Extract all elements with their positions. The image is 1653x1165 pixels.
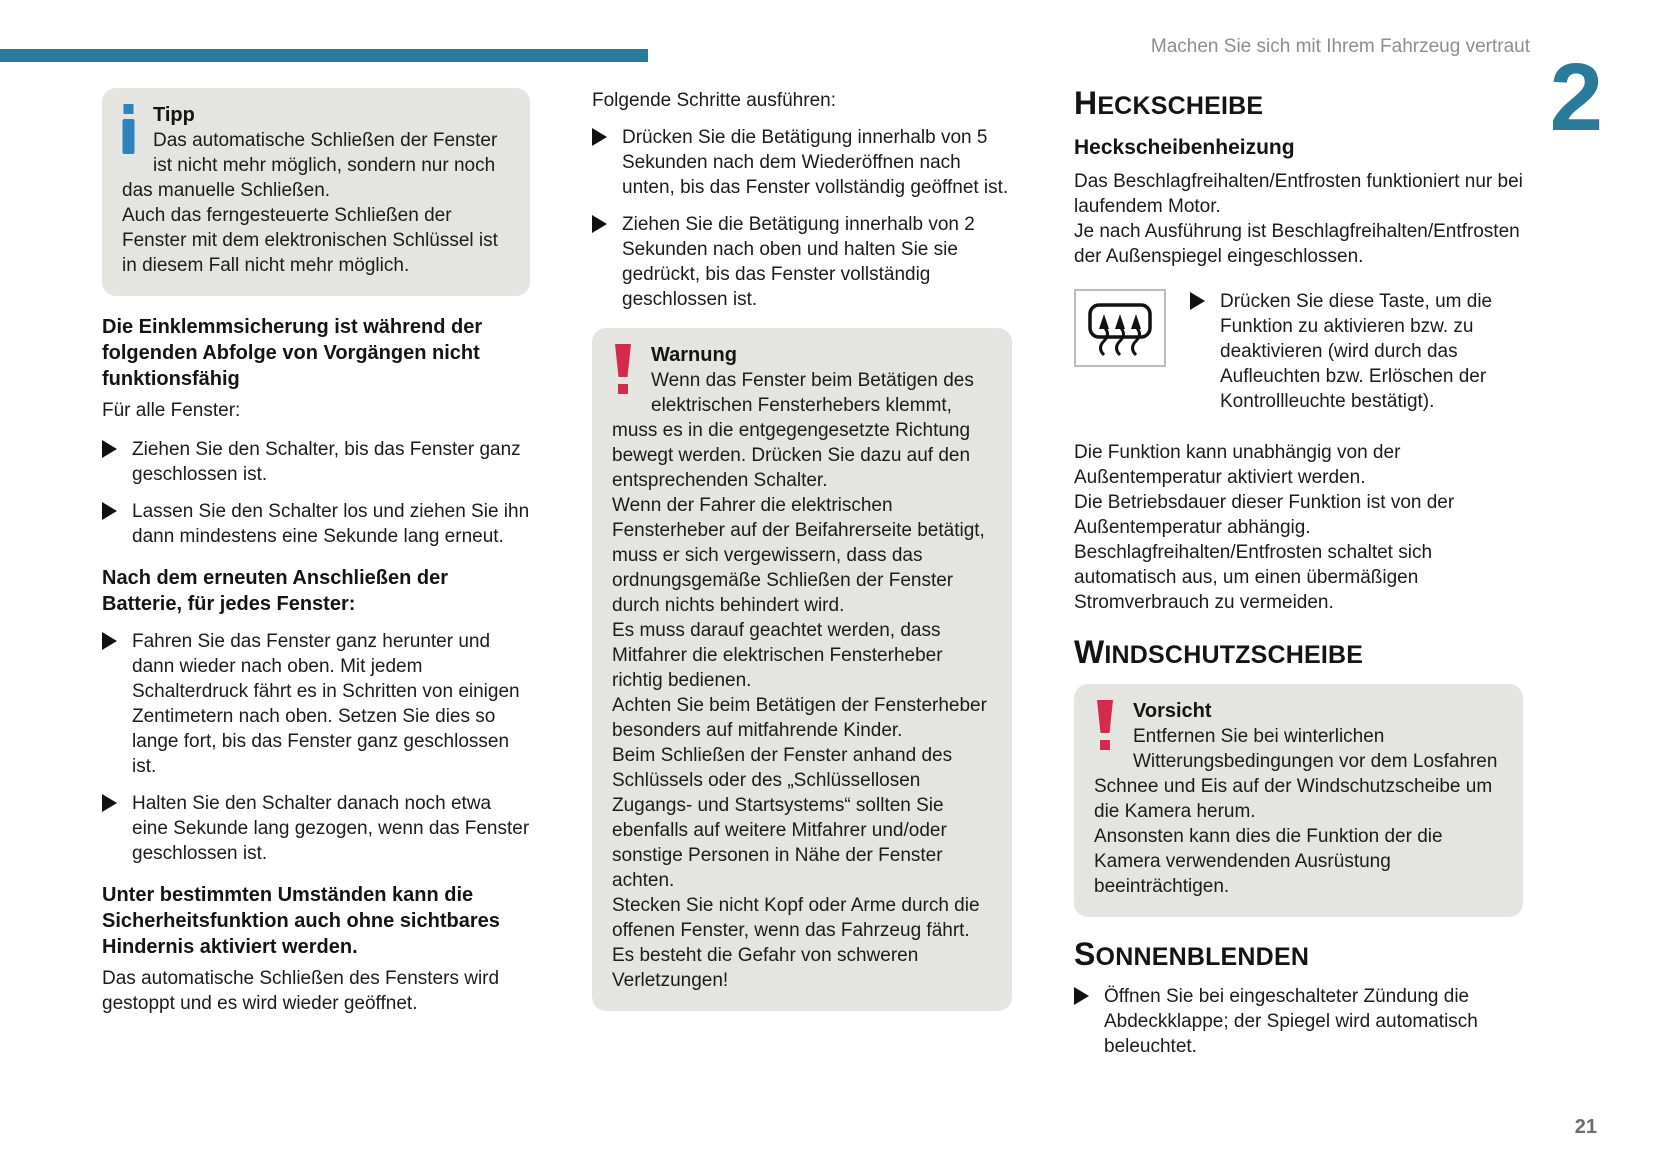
paragraph: Das automatische Schließen des Fensters wird gestoppt und es wird wieder geöffnet.: [102, 968, 500, 1014]
subheading-heckscheibenheizung: Heckscheibenheizung: [1074, 136, 1295, 159]
caution-text: Entfernen Sie bei winterlichen Witterungsbedingungen vor dem Losfahren Schnee und Eis auf der Windschutzscheibe um die Kamera herum.: [1094, 726, 1498, 822]
defrost-instruction-row: [1074, 289, 1523, 414]
section-title-windschutzscheibe: WINDSCHUTZSCHEIBE: [1074, 634, 1364, 670]
intro-text: Folgende Schritte ausführen:: [592, 90, 836, 111]
caution-text: Ansonsten kann dies die Funktion der die Kamera verwendenden Ausrüstung beeinträchtigen.: [1094, 826, 1443, 897]
rear-window-defrost-icon: [1088, 299, 1152, 357]
bullet-arrow-icon: [102, 632, 117, 650]
list-item: [102, 499, 530, 549]
list-item-text: Lassen Sie den Schalter los und ziehen Sie ihn dann mindestens eine Sekunde lang erneut.: [132, 501, 530, 547]
paragraph: Das Beschlagfreihalten/Entfrosten funktioniert nur bei laufendem Motor.: [1074, 171, 1523, 217]
tip-box: [102, 88, 530, 296]
paragraph: Die Funktion kann unabhängig von der Außentemperatur aktiviert werden.: [1074, 442, 1401, 488]
caution-title: Vorsicht: [1133, 700, 1212, 722]
list-item-text: Halten Sie den Schalter danach noch etwa eine Sekunde lang gezogen, wenn das Fenster geschlossen ist.: [132, 793, 530, 864]
caution-box: [1074, 684, 1523, 917]
tip-title: Tipp: [153, 104, 195, 126]
rear-window-defrost-button: [1074, 289, 1166, 367]
list-item: [592, 212, 1012, 312]
list-item: [1074, 984, 1523, 1059]
section-title-sonnenblenden: SONNENBLENDEN: [1074, 936, 1310, 972]
paragraph: Je nach Ausführung ist Beschlagfreihalten/Entfrosten der Außenspiegel eingeschlossen.: [1074, 221, 1520, 267]
warning-box: [592, 328, 1012, 1011]
warning-exclamation-icon: [612, 344, 634, 401]
bullet-arrow-icon: [592, 128, 607, 146]
page-number: 21: [1574, 1116, 1597, 1138]
caution-exclamation-icon: [1094, 700, 1116, 757]
bullet-arrow-icon: [1190, 292, 1205, 310]
section-title-heckscheibe: HECKSCHEIBE: [1074, 85, 1264, 121]
warning-text: Achten Sie beim Betätigen der Fensterheber besonders auf mitfahrende Kinder.: [612, 695, 987, 741]
list-item: [102, 437, 530, 487]
paragraph: Beschlagfreihalten/Entfrosten schaltet sich automatisch aus, um einen übermäßigen Stromverbrauch zu vermeiden.: [1074, 542, 1433, 613]
bullet-arrow-icon: [102, 794, 117, 812]
paragraph: Für alle Fenster:: [102, 400, 241, 421]
list-item-text: Fahren Sie das Fenster ganz herunter und dann wieder nach oben. Mit jedem Schalterdruck fährt es in Schritten von einigen Zentimetern nach oben. Setzen Sie dies so lange fort, bis das Fenster ganz geschlossen ist.: [132, 631, 520, 777]
content-columns: [102, 85, 1523, 1059]
heading-sicherheitsfunktion: Unter bestimmten Umständen kann die Sicherheitsfunktion auch ohne sichtbares Hindernis aktiviert werden.: [102, 884, 500, 958]
warning-text: Beim Schließen der Fenster anhand des Schlüssels oder des „Schlüssellosen Zugangs- und Startsystems“ sollten Sie ebenfalls auf weitere Mitfahrer und/oder sonstige Personen in Nähe der Fenster achten.: [612, 745, 953, 891]
warning-title: Warnung: [651, 344, 737, 366]
list-item-text: Drücken Sie die Betätigung innerhalb von 5 Sekunden nach dem Wiederöffnen nach unten, bis das Fenster vollständig geöffnet ist.: [622, 127, 1009, 198]
warning-text: Es muss darauf geachtet werden, dass Mitfahrer die elektrischen Fensterheber richtig bedienen.: [612, 620, 943, 691]
bullet-arrow-icon: [1074, 987, 1089, 1005]
warning-text: Wenn das Fenster beim Betätigen des elektrischen Fensterhebers klemmt, muss es in die entgegengesetzte Richtung bewegt werden. Drücken Sie dazu auf den entsprechenden Schalter.: [612, 370, 974, 491]
tip-text: Auch das ferngesteuerte Schließen der Fenster mit dem elektronischen Schlüssel ist in diesem Fall nicht mehr möglich.: [122, 205, 498, 276]
bullet-arrow-icon: [592, 215, 607, 233]
bullet-arrow-icon: [102, 502, 117, 520]
warning-text: Stecken Sie nicht Kopf oder Arme durch die offenen Fenster, wenn das Fahrzeug fährt. Es besteht die Gefahr von schweren Verletzungen!: [612, 895, 980, 991]
column-middle: [592, 88, 1012, 1059]
running-header: Machen Sie sich mit Ihrem Fahrzeug vertraut: [1150, 36, 1530, 57]
list-item-text: Drücken Sie diese Taste, um die Funktion zu aktivieren bzw. zu deaktivieren (wird durch das Aufleuchten bzw. Erlöschen der Kontrollleuchte bestätigt).: [1220, 291, 1493, 412]
heading-einklemmsicherung: Die Einklemmsicherung ist während der folgenden Abfolge von Vorgängen nicht funktionsfähig: [102, 316, 483, 390]
list-item: [102, 791, 530, 866]
column-right: [1074, 85, 1523, 1059]
list-item: [1190, 289, 1523, 414]
bullet-arrow-icon: [102, 440, 117, 458]
tip-text: Das automatische Schließen der Fenster ist nicht mehr möglich, sondern nur noch das manuelle Schließen.: [122, 130, 498, 201]
list-item-text: Ziehen Sie die Betätigung innerhalb von 2 Sekunden nach oben und halten Sie sie gedrückt, bis das Fenster vollständig geschlossen ist.: [622, 214, 975, 310]
heading-batterie: Nach dem erneuten Anschließen der Batterie, für jedes Fenster:: [102, 567, 449, 615]
warning-text: Wenn der Fahrer die elektrischen Fensterheber auf der Beifahrerseite betätigt, muss er sich vergewissern, dass das ordnungsgemäße Schließen der Fenster durch nichts behindert wird.: [612, 495, 985, 616]
list-item-text: Ziehen Sie den Schalter, bis das Fenster ganz geschlossen ist.: [132, 439, 521, 485]
list-item-text: Öffnen Sie bei eingeschalteter Zündung die Abdeckklappe; der Spiegel wird automatisch beleuchtet.: [1104, 986, 1478, 1057]
info-icon: [122, 104, 136, 159]
list-item: [592, 125, 1012, 200]
list-item: [102, 629, 530, 779]
chapter-accent-bar: [0, 49, 648, 62]
paragraph: Die Betriebsdauer dieser Funktion ist von der Außentemperatur abhängig.: [1074, 492, 1455, 538]
column-left: [102, 88, 530, 1059]
chapter-number: 2: [1549, 44, 1603, 151]
